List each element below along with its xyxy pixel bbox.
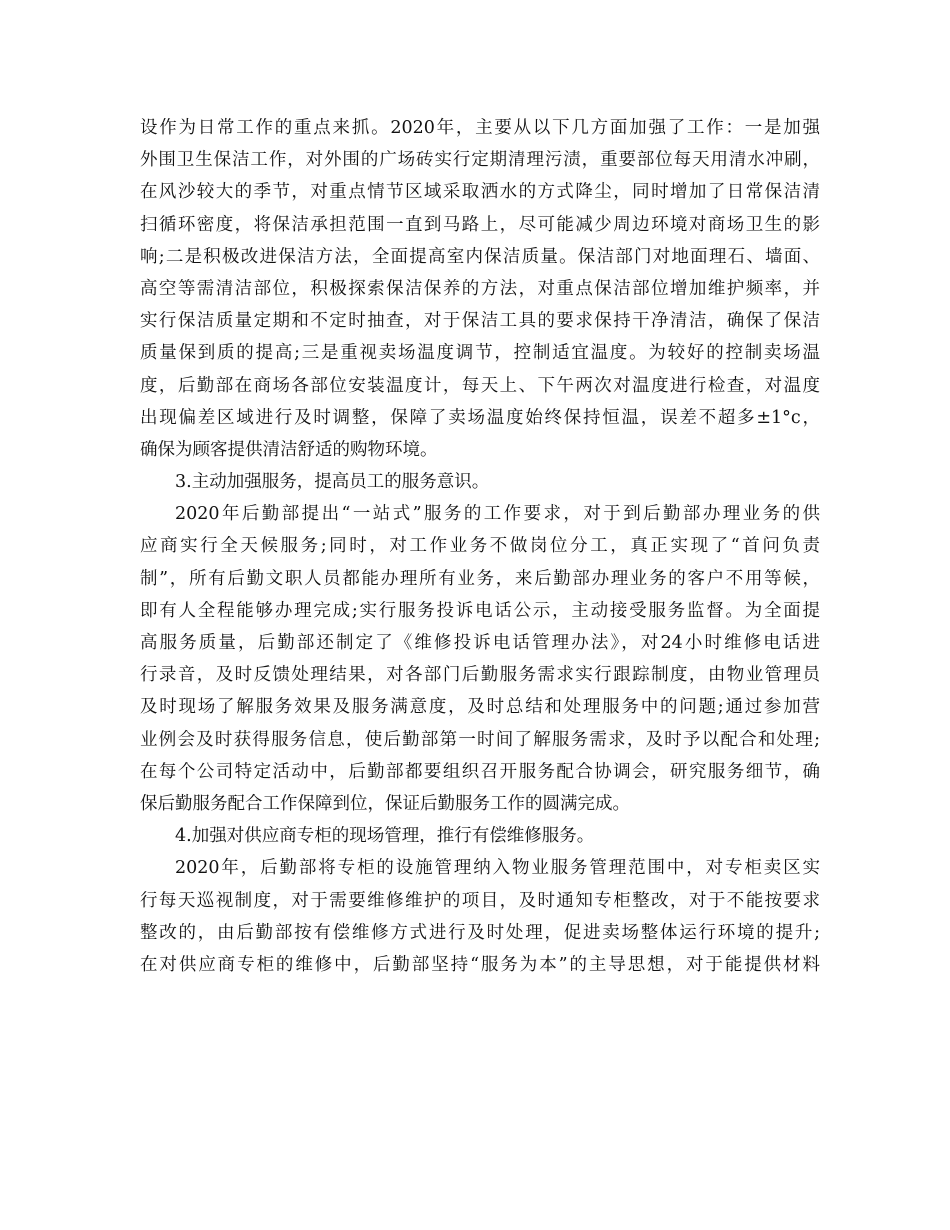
paragraph-end-line: 确保为顾客提供清洁舒适的购物环境。 — [140, 439, 438, 460]
section-heading: 4.加强对供应商专柜的现场管理，推行有偿维修服务。 — [175, 826, 595, 847]
text-line: 在每个公司特定活动中，后勤部都要组织召开服务配合协调会，研究服务细节，确 — [140, 761, 820, 782]
text-line: 出现偏差区域进行及时调整，保障了卖场温度始终保持恒温，误差不超多±1°c， — [140, 407, 820, 428]
document-body — [140, 112, 820, 981]
text-line: 高空等需清洁部位，积极探索保洁保养的方法，对重点保洁部位增加维护频率，并 — [140, 278, 820, 299]
paragraph-start-line: 2020年，后勤部将专柜的设施管理纳入物业服务管理范围中，对专柜卖区实 — [175, 858, 820, 879]
text-line: 行每天巡视制度，对于需要维修维护的项目，及时通知专柜整改，对于不能按要求 — [140, 890, 820, 911]
text-line: 行录音，及时反馈处理结果，对各部门后勤服务需求实行跟踪制度，由物业管理员 — [140, 665, 820, 686]
text-line: 质量保到质的提高;三是重视卖场温度调节，控制适宜温度。为较好的控制卖场温 — [140, 343, 820, 364]
text-line: 在风沙较大的季节，对重点情节区域采取洒水的方式降尘，同时增加了日常保洁清 — [140, 182, 820, 203]
section-heading: 3.主动加强服务，提高员工的服务意识。 — [175, 472, 490, 493]
text-line: 度，后勤部在商场各部位安装温度计，每天上、下午两次对温度进行检查，对温度 — [140, 375, 820, 396]
text-line: 及时现场了解服务效果及服务满意度，及时总结和处理服务中的问题;通过参加营 — [140, 697, 820, 718]
text-line: 在对供应商专柜的维修中，后勤部坚持“服务为本”的主导思想，对于能提供材料 — [140, 954, 820, 975]
text-line: 扫循环密度，将保洁承担范围一直到马路上，尽可能减少周边环境对商场卫生的影 — [140, 214, 820, 235]
text-line: 外围卫生保洁工作，对外围的广场砖实行定期清理污渍，重要部位每天用清水冲刷， — [140, 150, 820, 171]
text-line: 即有人全程能够办理完成;实行服务投诉电话公示，主动接受服务监督。为全面提 — [140, 600, 820, 621]
text-line: 响;二是积极改进保洁方法，全面提高室内保洁质量。保洁部门对地面理石、墙面、 — [140, 246, 820, 267]
text-line: 应商实行全天候服务;同时，对工作业务不做岗位分工，真正实现了“首问负责 — [140, 536, 820, 557]
paragraph-start-line: 2020年后勤部提出“一站式”服务的工作要求，对于到后勤部办理业务的供 — [175, 504, 820, 525]
text-line: 业例会及时获得服务信息，使后勤部第一时间了解服务需求，及时予以配合和处理; — [140, 729, 820, 750]
text-line: 整改的，由后勤部按有偿维修方式进行及时处理，促进卖场整体运行环境的提升; — [140, 922, 820, 943]
text-line: 设作为日常工作的重点来抓。2020年，主要从以下几方面加强了工作：一是加强 — [140, 118, 820, 138]
text-line: 制”，所有后勤文职人员都能办理所有业务，来后勤部办理业务的客户不用等候， — [140, 568, 820, 589]
text-line: 高服务质量，后勤部还制定了《维修投诉电话管理办法》，对24小时维修电话进 — [140, 633, 820, 653]
text-line: 实行保洁质量定期和不定时抽查，对于保洁工具的要求保持干净清洁，确保了保洁 — [140, 311, 820, 332]
paragraph-end-line: 保后勤服务配合工作保障到位，保证后勤服务工作的圆满完成。 — [140, 793, 630, 814]
